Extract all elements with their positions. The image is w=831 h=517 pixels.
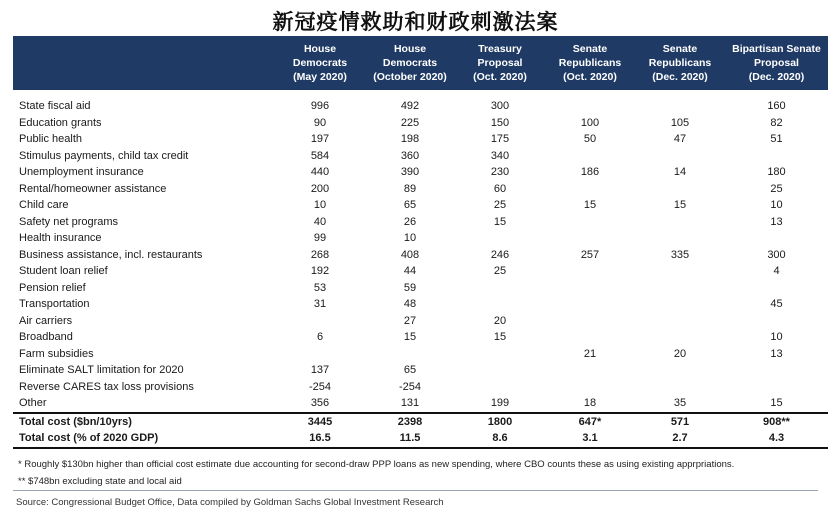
table-cell: 45 xyxy=(770,298,783,310)
table-cell xyxy=(455,379,545,396)
table-row xyxy=(13,90,828,115)
header-cell: Bipartisan Senate Proposal (Dec. 2020) xyxy=(725,36,828,90)
table-row xyxy=(13,395,828,413)
table-cell: 26 xyxy=(403,215,417,228)
row-label: Rental/homeowner assistance xyxy=(19,182,167,195)
table-cell xyxy=(725,280,828,297)
divider xyxy=(13,490,818,491)
row-label: Total cost ($bn/10yrs) xyxy=(13,413,275,431)
table-cell: 20 xyxy=(493,314,507,327)
row-label: Transportation xyxy=(19,298,90,310)
header-cell: House Democrats (May 2020) xyxy=(275,36,365,90)
table-row xyxy=(13,148,828,165)
table-cell xyxy=(455,280,545,297)
table-row xyxy=(13,430,828,448)
table-cell: 356 xyxy=(310,397,330,409)
table-cell: 4 xyxy=(773,265,780,277)
table-cell xyxy=(545,214,635,231)
table-row xyxy=(13,131,828,148)
row-label: Other xyxy=(19,397,47,409)
table-cell: 584 xyxy=(310,149,330,162)
table-cell: 44 xyxy=(403,265,417,277)
table-cell: 15 xyxy=(673,199,687,211)
row-label: Eliminate SALT limitation for 2020 xyxy=(19,364,184,376)
table-cell: 15 xyxy=(493,215,507,228)
table-cell xyxy=(635,263,725,280)
table-cell: 89 xyxy=(403,182,417,195)
table-row xyxy=(13,164,828,181)
row-label: Student loan relief xyxy=(19,265,108,277)
table-cell: -254 xyxy=(308,380,332,393)
table-cell: 3.1 xyxy=(545,430,635,448)
table-cell xyxy=(545,181,635,198)
table-row xyxy=(13,362,828,379)
table-cell: 65 xyxy=(403,199,417,211)
table-cell: 105 xyxy=(670,116,690,129)
table-cell: 82 xyxy=(770,116,783,129)
table-row xyxy=(13,296,828,313)
table-row xyxy=(13,413,828,431)
table-cell: 18 xyxy=(583,397,597,409)
table-cell: 15 xyxy=(493,331,507,343)
table-cell: 268 xyxy=(310,248,330,261)
table-cell: 10 xyxy=(770,199,783,211)
table-cell xyxy=(275,313,365,330)
table-cell xyxy=(635,230,725,247)
table-cell: 300 xyxy=(490,100,510,112)
table-cell: 31 xyxy=(313,298,327,310)
table-cell: 137 xyxy=(310,364,330,376)
row-label: Health insurance xyxy=(19,232,102,244)
row-label: Broadband xyxy=(19,331,73,343)
table-cell: 571 xyxy=(635,413,725,431)
row-label: Child care xyxy=(19,199,69,211)
table-cell xyxy=(545,230,635,247)
table-cell: 25 xyxy=(493,265,507,277)
table-cell: 53 xyxy=(313,281,327,294)
table-cell: 199 xyxy=(490,397,510,409)
table-cell: 200 xyxy=(310,182,330,195)
row-label: Public health xyxy=(19,133,82,145)
table-cell: 10 xyxy=(403,232,417,244)
table-cell: 131 xyxy=(400,397,420,409)
table-cell: 60 xyxy=(493,182,507,195)
table-cell xyxy=(635,90,725,115)
table-cell: 340 xyxy=(490,149,510,162)
table-cell: 14 xyxy=(673,166,687,178)
table-cell: 3445 xyxy=(275,413,365,431)
table-row xyxy=(13,329,828,346)
table-cell xyxy=(635,313,725,330)
table-row xyxy=(13,346,828,363)
table-cell: 257 xyxy=(580,248,600,261)
table-cell: 90 xyxy=(313,116,327,129)
header-cell-label xyxy=(13,36,275,90)
table-cell xyxy=(725,230,828,247)
table-cell: 160 xyxy=(767,100,786,112)
table-cell xyxy=(635,214,725,231)
table-cell: 908** xyxy=(725,413,828,431)
table-cell: 40 xyxy=(313,215,327,228)
header-row xyxy=(13,36,828,90)
table-cell: 8.6 xyxy=(455,430,545,448)
table-cell: 996 xyxy=(310,100,330,112)
table-cell: 246 xyxy=(490,248,510,261)
table-cell: 408 xyxy=(400,248,420,261)
row-label: Reverse CARES tax loss provisions xyxy=(19,380,194,393)
table-cell xyxy=(725,148,828,165)
row-label: Air carriers xyxy=(19,314,73,327)
table-row xyxy=(13,280,828,297)
table-cell xyxy=(635,148,725,165)
table-cell xyxy=(365,346,455,363)
table-cell: 16.5 xyxy=(275,430,365,448)
table-cell: 25 xyxy=(493,199,507,211)
table-row xyxy=(13,181,828,198)
table-row xyxy=(13,197,828,214)
table-cell xyxy=(635,379,725,396)
table-cell: 150 xyxy=(490,116,510,129)
table-cell xyxy=(635,329,725,346)
table-cell: 13 xyxy=(770,347,783,360)
table-cell: 647* xyxy=(545,413,635,431)
table-cell: 180 xyxy=(767,166,786,178)
table-cell: 230 xyxy=(490,166,510,178)
table-cell: 27 xyxy=(403,314,417,327)
stimulus-table-container xyxy=(13,36,821,449)
page-title: 新冠疫情救助和财政刺激法案 xyxy=(272,9,559,34)
table-cell: 48 xyxy=(403,298,417,310)
footnote: * Roughly $130bn higher than official cost estimate due accounting for second-draw PPP loans as new spending, where CBO counts these as using existing apprpriations. xyxy=(18,459,735,470)
table-cell: 300 xyxy=(767,248,786,261)
table-cell xyxy=(545,379,635,396)
table-cell: 335 xyxy=(670,248,690,261)
row-label: Safety net programs xyxy=(19,215,119,228)
table-body xyxy=(13,90,828,448)
table-row xyxy=(13,379,828,396)
row-label: Business assistance, incl. restaurants xyxy=(19,248,203,261)
table-cell: 15 xyxy=(770,397,783,409)
table-cell xyxy=(545,313,635,330)
table-cell xyxy=(635,362,725,379)
header-cell: Senate Republicans (Dec. 2020) xyxy=(635,36,725,90)
table-cell xyxy=(725,313,828,330)
table-cell: 192 xyxy=(310,265,330,277)
table-cell: 4.3 xyxy=(725,430,828,448)
table-cell: 492 xyxy=(400,100,420,112)
header-cell: Treasury Proposal (Oct. 2020) xyxy=(455,36,545,90)
table-cell: 50 xyxy=(583,133,597,145)
table-cell xyxy=(545,296,635,313)
table-cell: 59 xyxy=(403,281,417,294)
table-cell xyxy=(455,362,545,379)
row-label: Stimulus payments, child tax credit xyxy=(19,149,189,162)
source-text: Source: Congressional Budget Office, Data compiled by Goldman Sachs Global Investment Research xyxy=(16,497,444,508)
table-cell: 15 xyxy=(403,331,417,343)
footnotes xyxy=(18,456,734,490)
table-cell: 197 xyxy=(310,133,330,145)
table-cell: 198 xyxy=(400,133,420,145)
row-label: Education grants xyxy=(19,116,102,129)
table-cell xyxy=(455,296,545,313)
table-row xyxy=(13,230,828,247)
table-cell xyxy=(635,181,725,198)
table-cell: 51 xyxy=(770,133,783,145)
row-label: Unemployment insurance xyxy=(19,166,144,178)
table-cell: 6 xyxy=(316,331,324,343)
table-cell xyxy=(275,346,365,363)
header-cell: House Democrats (October 2020) xyxy=(365,36,455,90)
table-cell xyxy=(635,296,725,313)
table-row xyxy=(13,214,828,231)
table-cell xyxy=(725,379,828,396)
table-cell: 25 xyxy=(770,182,783,195)
table-cell: 440 xyxy=(310,166,330,178)
table-cell: 225 xyxy=(400,116,420,129)
stimulus-table xyxy=(13,36,828,449)
table-cell: 15 xyxy=(583,199,597,211)
table-cell: 1800 xyxy=(455,413,545,431)
table-cell: 10 xyxy=(770,331,783,343)
row-label: State fiscal aid xyxy=(19,100,91,112)
table-cell: 21 xyxy=(583,347,597,360)
table-cell: 2398 xyxy=(365,413,455,431)
table-cell xyxy=(455,230,545,247)
table-cell xyxy=(545,263,635,280)
table-cell xyxy=(545,148,635,165)
table-cell: 186 xyxy=(580,166,600,178)
table-row xyxy=(13,115,828,132)
table-cell: 2.7 xyxy=(635,430,725,448)
table-cell: 35 xyxy=(673,397,687,409)
table-cell xyxy=(635,280,725,297)
table-cell: 390 xyxy=(400,166,420,178)
table-cell: 47 xyxy=(673,133,687,145)
row-label: Total cost (% of 2020 GDP) xyxy=(13,430,275,448)
table-cell: 20 xyxy=(673,347,687,360)
table-cell: 10 xyxy=(313,199,327,211)
table-row xyxy=(13,313,828,330)
table-cell xyxy=(545,280,635,297)
table-cell xyxy=(725,362,828,379)
table-cell xyxy=(455,346,545,363)
table-cell: 99 xyxy=(313,232,327,244)
table-row xyxy=(13,247,828,264)
table-cell: 360 xyxy=(400,149,420,162)
footnote: ** $748bn excluding state and local aid xyxy=(18,476,182,487)
table-cell xyxy=(545,90,635,115)
table-cell: 175 xyxy=(490,133,510,145)
table-cell xyxy=(545,362,635,379)
row-label: Farm subsidies xyxy=(19,347,94,360)
table-cell: 100 xyxy=(580,116,600,129)
table-row xyxy=(13,263,828,280)
row-label: Pension relief xyxy=(19,281,86,294)
table-cell: 13 xyxy=(770,215,783,228)
table-cell: 65 xyxy=(403,364,417,376)
table-cell: -254 xyxy=(398,380,422,393)
table-cell: 11.5 xyxy=(365,430,455,448)
table-cell xyxy=(545,329,635,346)
header-cell: Senate Republicans (Oct. 2020) xyxy=(545,36,635,90)
